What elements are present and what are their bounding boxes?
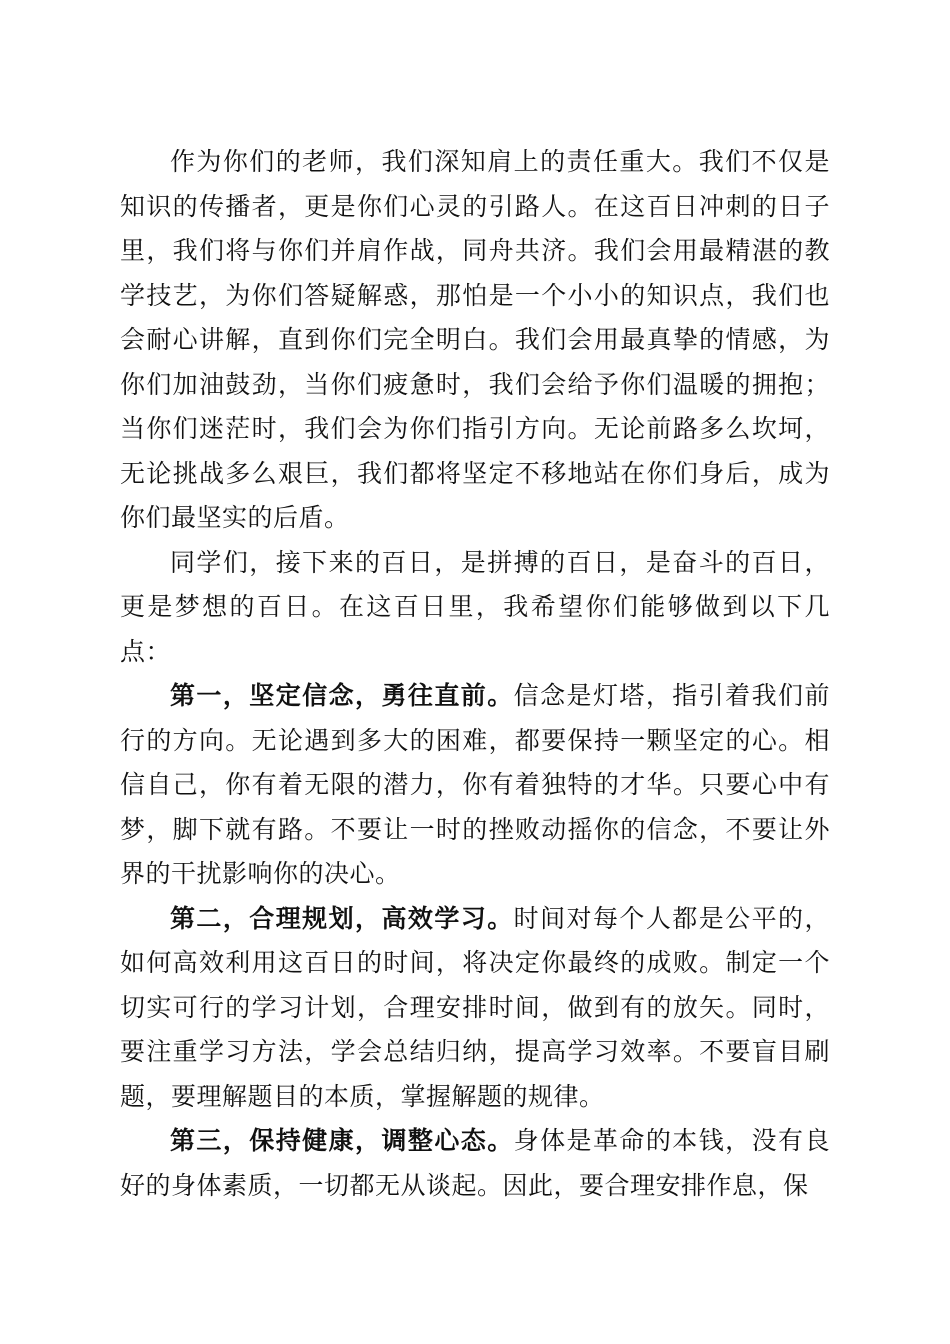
paragraph-text: 时间对每个人都是公平的，如何高效利用这百日的时间，将决定你最终的成败。制定一个切实可行的学习计划，合理安排时间，做到有的放矢。同时，要注重学习方法，学会总结归纳，提高学习效率。不要盲目刷题，要理解题目的本质，掌握解题的规律。 — [120, 903, 830, 1111]
paragraph-lead: 第一，坚定信念，勇往直前。 — [170, 681, 514, 710]
paragraph-lead: 第二，合理规划，高效学习。 — [170, 903, 514, 933]
paragraph-point-three — [120, 1119, 830, 1208]
paragraph-lead: 第三，保持健康，调整心态。 — [170, 1126, 514, 1155]
paragraph-teacher-commitment — [120, 140, 830, 541]
document-page — [120, 140, 830, 1208]
paragraph-hundred-days — [120, 541, 830, 675]
paragraph-point-two — [120, 897, 830, 1120]
paragraph-text: 同学们，接下来的百日，是拼搏的百日，是奋斗的百日，更是梦想的百日。在这百日里，我希望你们能够做到以下几点： — [120, 547, 830, 666]
paragraph-text: 身体是革命的本钱，没有良好的身体素质，一切都无从谈起。因此，要合理安排作息，保 — [120, 1126, 830, 1200]
paragraph-text: 信念是灯塔，指引着我们前行的方向。无论遇到多大的困难，都要保持一颗坚定的心。相信自己，你有着无限的潜力，你有着独特的才华。只要心中有梦，脚下就有路。不要让一时的挫败动摇你的信念，不要让外界的干扰影响你的决心。 — [120, 681, 830, 888]
paragraph-text: 作为你们的老师，我们深知肩上的责任重大。我们不仅是知识的传播者，更是你们心灵的引路人。在这百日冲刺的日子里，我们将与你们并肩作战，同舟共济。我们会用最精湛的教学技艺，为你们答疑解惑，那怕是一个小小的知识点，我们也会耐心讲解，直到你们完全明白。我们会用最真挚的情感，为你们加油鼓劲，当你们疲惫时，我们会给予你们温暖的拥抱；当你们迷茫时，我们会为你们指引方向。无论前路多么坎坷，无论挑战多么艰巨，我们都将坚定不移地站在你们身后，成为你们最坚实的后盾。 — [120, 147, 830, 532]
paragraph-point-one — [120, 674, 830, 897]
